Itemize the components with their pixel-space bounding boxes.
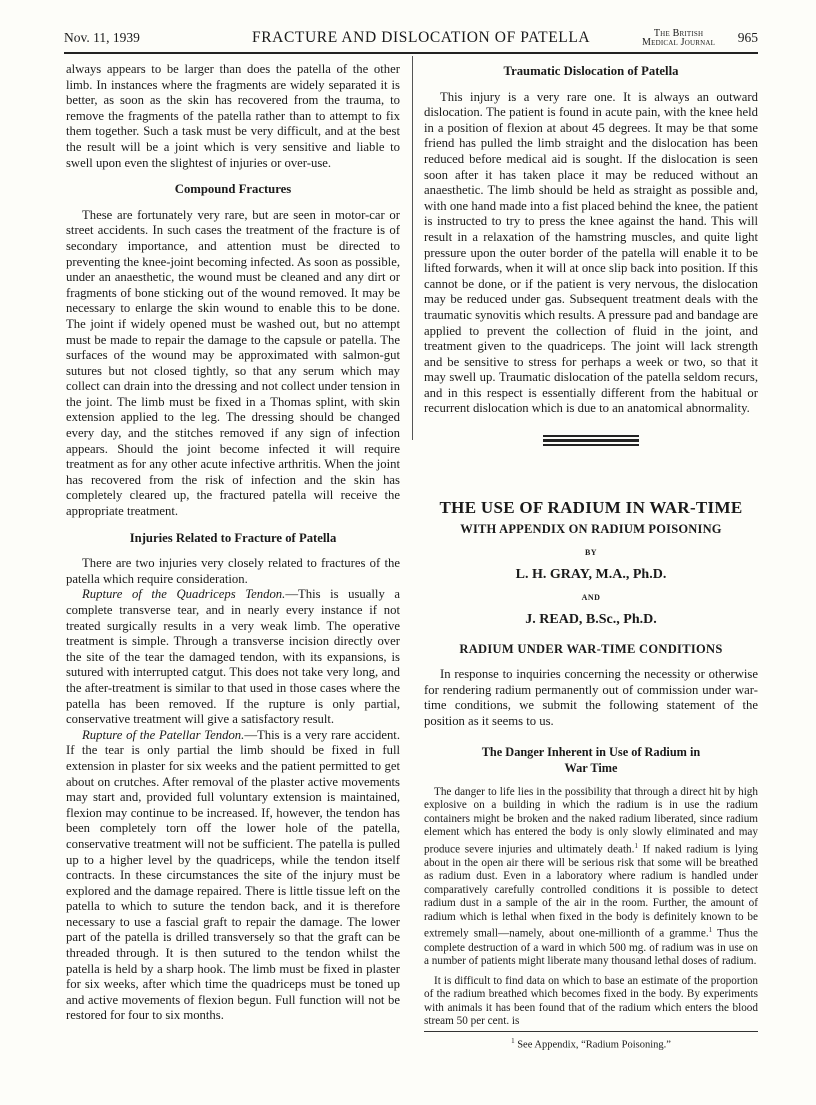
footnote [424,1034,758,1053]
paragraph-injuries-intro: There are two injuries very closely related to fractures of the patella which require consideration. [66,556,400,586]
page-number: 965 [737,30,758,45]
article-title: THE USE OF RADIUM IN WAR-TIME [439,498,743,517]
paragraph-intro: In response to inquiries concerning the necessity or otherwise for rendering radium permanently out of commission under war-time conditions, we submit the following statement of the position as it seems to us. [424,667,758,728]
paragraph-patellar [66,728,400,1024]
danger-body [424,786,758,1029]
footnote-ref: 1 [708,926,713,935]
byline-and: AND [581,593,601,603]
paragraph-danger-1 [424,786,758,969]
journal-name-line2: Medical Journal [642,37,716,48]
danger-text-a: The danger to life lies in the possibility that through a direct hit by high explosive on a building in which the radium is in use the radium containers might be broken and the naked radium liberated, since radium element which has entered the body is only slowly eliminated and may produce severe injuries and ultimately death. [424,785,758,856]
heading-compound-fractures: Compound Fractures [174,182,292,197]
heading-danger-line1: The Danger Inherent in Use of Radium in [481,744,701,759]
heading-danger [424,744,758,776]
right-column-top [424,62,758,448]
footnote-marker: 1 [511,1036,515,1045]
article-subtitle: WITH APPENDIX ON RADIUM POISONING [460,521,722,536]
article-radium [424,500,758,1053]
label-quadriceps: Rupture of the Quadriceps Tendon. [82,587,286,602]
danger-text-b: If naked radium is lying about in the open air there will be serious risk that some will be breathed as radium dust. Even in a laboratory where radium is handled under comparatively carefully controlled conditions it is possible to detect radium dust in a sample of the air in the room. Further, the amount of radium which is lethal when fixed in the body is definitely known to be extremely small—namely, about one-millionth of a gramme. [424,843,759,940]
heading-traumatic-dislocation: Traumatic Dislocation of Patella [503,64,679,78]
column-divider [412,56,413,440]
label-patellar: Rupture of the Patellar Tendon. [82,727,245,742]
running-header [64,28,758,52]
issue-date: Nov. 11, 1939 [64,30,140,45]
footnote-ref: 1 [634,841,638,850]
heading-danger-line2: War Time [564,760,618,775]
paragraph-compound: These are fortunately very rare, but are seen in motor-car or street accidents. In such cases the treatment of the fracture is of secondary importance, and attention must be directed to preventing the knee-joint becoming infected. As soon as possible, under an anaesthetic, the wound must be cleaned and any dirt or fragments of bone sticking out of the wound removed. It may be necessary to enlarge the skin wound to enable this to be done. The joint if widely opened must be washed out, but no attempt must be made to repair the damage to the capsule or patella. The surfaces of the wound may be approximated with salmon-gut sutures but not closed tightly, so that any serum which may collect can drain into the dressing and not collect under tension in the joint. The limb must be fixed in a Thomas splint, with skin extension applied to the leg. The dressing should be changed every day, and the stitches removed if any sign of infection appears. Should the joint become infected it will require treatment as for any other acute infective arthritis. When the joint has recovered from the risk of infection and the skin has completely cleared up, the fractured patella will receive the appropriate treatment. [66,207,400,519]
paragraph-quadriceps [66,587,400,727]
heading-injuries-related: Injuries Related to Fracture of Patella [129,530,337,545]
text-patellar: —This is a very rare accident. If the tear is only partial the limb should be fixed in full extension in plaster for six weeks and the patient permitted to get about on crutches. After removal of the plaster active movements may start and, provided full voluntary extension is maintained, flexion may continue to be increased. If, however, the tendon has been completely torn off the lower hole of the patella, conservative treatment will not be sufficient. The patella is pulled up to a higher level by the quadriceps, while the tendon itself contracts. In these circumstances the site of the injury must be explored and the damage repaired. There is little tissue left on the patella to which to suture the tendon back, and it is therefore necessary to use a fascial graft to repair the damage. The lower part of the patella is drilled transversely so that the graft can be threaded through. It is then sutured to the tendon whilst the patella is held by a sharp hook. The limb must be fixed in plaster for six weeks, after which time the quadriceps must be toned up and active movements of flexion begun. Full function will not be restored for four to six months. [66,727,400,1023]
footnote-text: See Appendix, “Radium Poisoning.” [517,1039,671,1050]
paragraph-continued: always appears to be larger than does the patella of the other limb. In instances where the fragments are widely separated it is better, as soon as the skin has recovered from the trauma, to remove the fragments of the patella rather than to attempt to fix them together. Such a task must be very difficult, and at the best the result will be a joint which is very sensitive and liable to swell upon even the slightest of injuries or over-use. [66,62,400,170]
author-read: J. READ, B.Sc., Ph.D. [525,611,657,627]
paragraph-danger-2: It is difficult to find data on which to base an estimate of the proportion of the radium breathed which becomes fixed in the body. By experiments with animals it has been found that of the radium which enters the blood stream 50 per cent. is [424,974,758,1027]
section-heading: RADIUM UNDER WAR-TIME CONDITIONS [459,641,723,656]
running-title: FRACTURE AND DISLOCATION OF PATELLA [252,29,591,46]
header-rule [64,52,758,54]
danger-text-c: Thus the complete destruction of a ward in which 500 mg. of radium was in use on a number of patients might liberate many thousand lethal doses of radium. [424,928,758,967]
journal-name-line1: The British [653,28,704,39]
byline-by: BY [584,548,598,558]
text-quadriceps: —This is usually a complete transverse tear, and in nearly every instance if not treated surgically results in a very weak limb. The operative treatment is simple. Through a transverse incision directly over the site of the tear the damaged tendon, with its expansions, is sutured with interrupted catgut. This does not take very long, and the after-treatment is similar to that used in those cases where the patella has been removed. If the rupture is only partial, conservative treatment will give a satisfactory result. [66,587,400,727]
left-column [66,62,400,1024]
paragraph-traumatic: This injury is a very rare one. It is always an outward dislocation. The patient is found in acute pain, with the knee held in a position of flexion at about 45 degrees. It may be that some friend has pulled the limb straight and the dislocation has been reduced before medical aid is sought. If the dislocation is seen soon after it has taken place it may be reduced without an anaesthetic. The limb should be held as straight as possible and, with one hand made into a fist placed behind the knee, the patient is instructed to try to press the knee against the hand. This will result in a relaxation of the hamstring muscles, and quite light pressure upon the outer border of the patella will enable it to be lifted forwards, when it will at once slip back into position. If this cannot be done, or if the patient is very nervous, the dislocation may be reduced under gas. Subsequent treatment deals with the traumatic synovitis which results. A pressure pad and bandage are applied to prevent the collection of fluid in the joint, and treatment given to the quadriceps. The joint will lack strength and be sensitive to stress for perhaps a week or two, so that it may swell up. Traumatic dislocation of the patella seldom recurs, and in this respect is essentially different from the habitual or recurrent dislocation which is due to an anatomical abnormality. [424,89,759,416]
section-divider [543,435,639,446]
journal-name [642,29,715,47]
author-gray: L. H. GRAY, M.A., Ph.D. [515,566,667,582]
footnote-rule [424,1031,758,1032]
